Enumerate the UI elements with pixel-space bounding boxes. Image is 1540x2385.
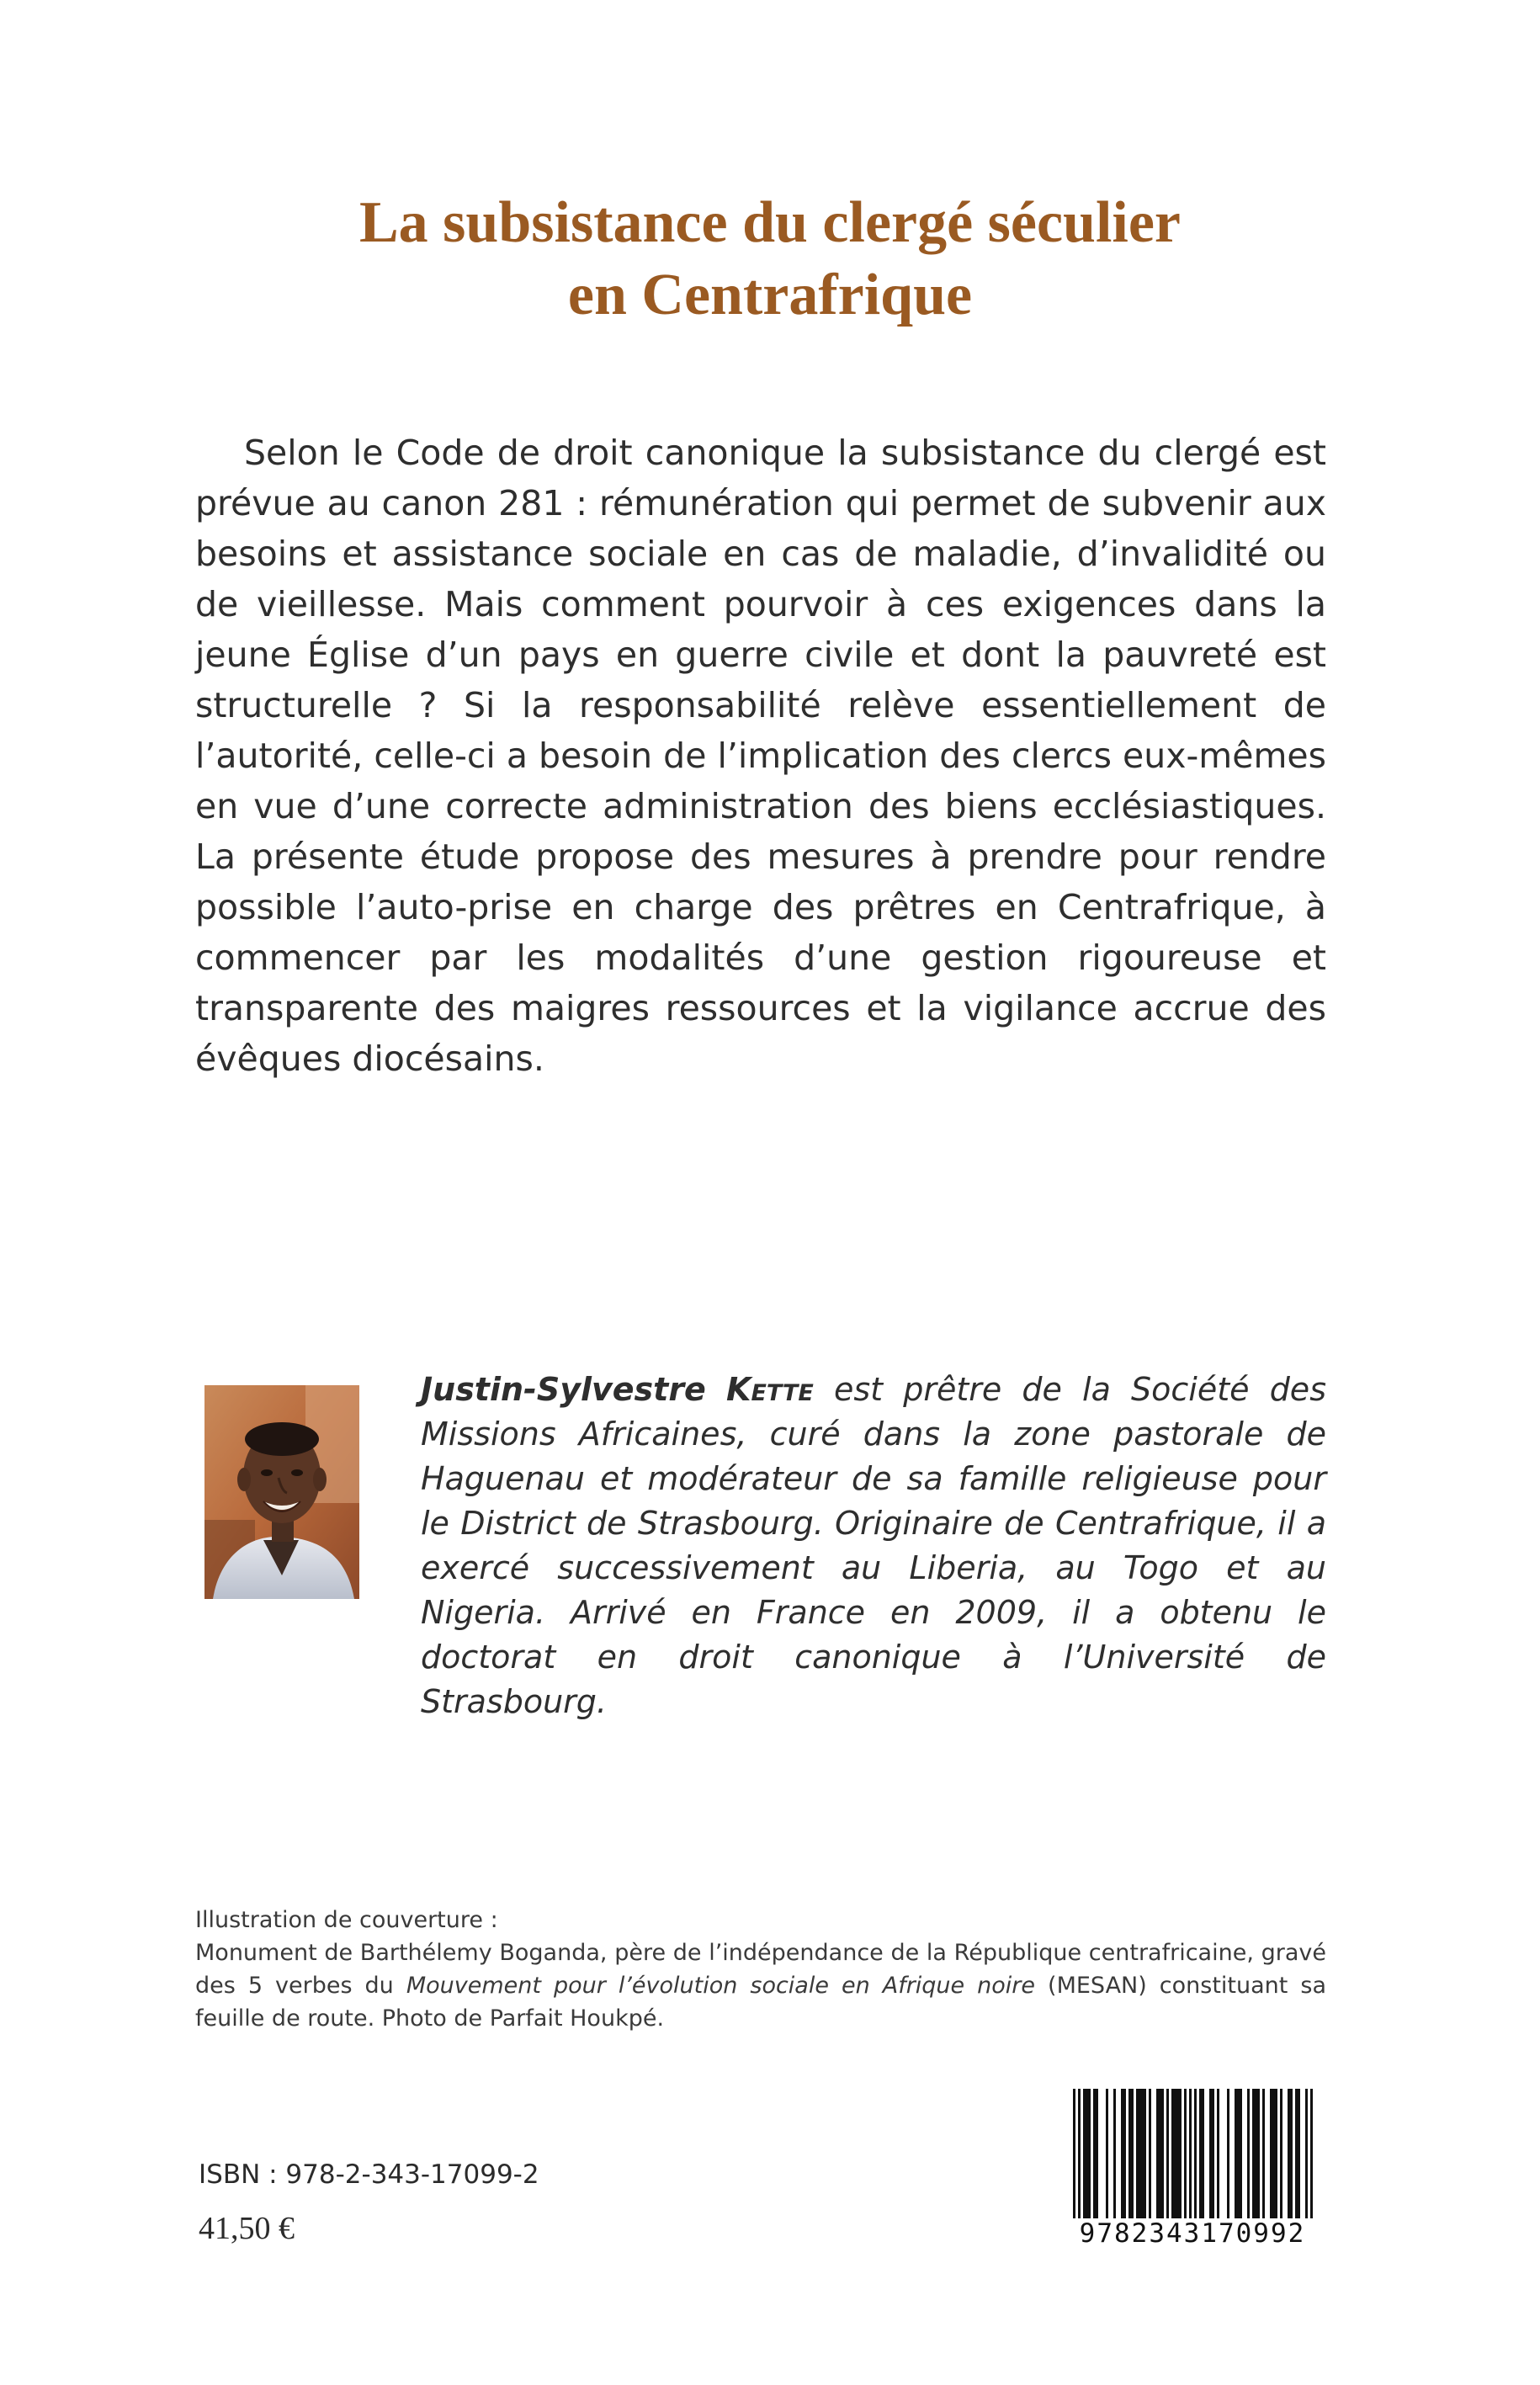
back-cover-blurb: Selon le Code de droit canonique la subsistance du clergé est prévue au canon 281 : rémunération qui permet de subvenir aux besoins et assistance sociale en cas de maladie, d’invalidité ou de vieillesse. Mais comment pourvoir à ces exigences dans la jeune Église d’un pays en guerre civile et dont la pauvreté est structurelle ? Si la responsabilité relève essentiellement de l’autorité, celle-ci a besoin de l’implication des clercs eux-mêmes en vue d’une correcte administration des biens ecclésiastiques. La présente étude propose des mesures à prendre pour rendre possible l’auto-prise en charge des prêtres en Centrafrique, à commencer par les modalités d’une gestion rigoureuse et transparente des maigres ressources et la vigilance accrue des évêques diocésains.: [195, 433, 1326, 1079]
barcode-bar: [1179, 2089, 1182, 2222]
barcode-bar: [1159, 2089, 1161, 2222]
barcode-bar: [1199, 2089, 1202, 2222]
barcode-bar: [1096, 2089, 1098, 2222]
barcode-bar: [1270, 2089, 1272, 2222]
barcode-bar: [1262, 2089, 1265, 2222]
barcode-bar: [1217, 2089, 1219, 2222]
barcode-bar: [1280, 2089, 1282, 2222]
author-first-name: Justin-Sylvestre: [421, 1371, 706, 1408]
barcode-bar: [1149, 2089, 1151, 2222]
barcode-bar: [1298, 2089, 1300, 2222]
book-title: [0, 187, 1540, 332]
barcode-bar: [1252, 2089, 1255, 2222]
barcode-bar: [1161, 2089, 1164, 2222]
barcode-bar: [1106, 2089, 1108, 2222]
barcode-bar: [1078, 2089, 1081, 2222]
barcode-bar: [1073, 2089, 1075, 2222]
barcode: [1059, 2084, 1326, 2262]
barcode-bar: [1212, 2089, 1214, 2222]
barcode-bar: [1176, 2089, 1179, 2222]
barcode-bar: [1235, 2089, 1237, 2222]
cover-illustration-credits: [195, 1904, 1326, 2035]
barcode-bar: [1209, 2089, 1212, 2222]
barcode-bar: [1305, 2089, 1308, 2222]
barcode-bar: [1237, 2089, 1240, 2222]
barcode-bar: [1257, 2089, 1260, 2222]
barcode-bar: [1156, 2089, 1159, 2222]
barcode-bar: [1088, 2089, 1091, 2222]
barcode-bar: [1202, 2089, 1204, 2222]
barcode-bar: [1288, 2089, 1290, 2222]
barcode-bar: [1171, 2089, 1174, 2222]
barcode-bar: [1113, 2089, 1116, 2222]
price: 41,50 €: [199, 2211, 295, 2246]
barcode-digits: 9782343170992: [1059, 2218, 1326, 2249]
barcode-bar: [1131, 2089, 1134, 2222]
barcode-bar: [1174, 2089, 1176, 2222]
barcode-bar: [1121, 2089, 1123, 2222]
barcode-bar: [1255, 2089, 1257, 2222]
barcode-bar: [1136, 2089, 1139, 2222]
credits-heading: Illustration de couverture :: [195, 1907, 498, 1933]
barcode-bar: [1290, 2089, 1293, 2222]
barcode-bar: [1128, 2089, 1131, 2222]
credits-text-before: Monument de Barthélemy Boganda, père de l’indépendance de la République centrafricaine, gravé des 5 verbes du: [195, 1940, 1326, 1999]
credits-body: [195, 1936, 1326, 2035]
author-photo: [204, 1385, 359, 1599]
barcode-bar: [1141, 2089, 1144, 2222]
author-bio-text: est prêtre de la Société des Missions Africaines, curé dans la zone pastorale de Haguenau et modérateur de sa famille religieuse pour le District de Strasbourg. Originaire de Centrafrique, il a exercé successivement au Liberia, au Togo et au Nigeria. Arrivé en France en 2009, il a obtenu le doctorat en droit canonique à l’Université de Strasbourg.: [421, 1371, 1326, 1720]
barcode-bar: [1189, 2089, 1192, 2222]
barcode-bar: [1086, 2089, 1088, 2222]
credits-text-italic: Mouvement pour l’évolution sociale en Afrique noire: [406, 1973, 1036, 1999]
barcode-bar: [1247, 2089, 1250, 2222]
barcode-bar: [1139, 2089, 1141, 2222]
barcode-bar: [1272, 2089, 1275, 2222]
isbn: ISBN : 978-2-343-17099-2: [199, 2159, 539, 2190]
barcode-bar: [1093, 2089, 1096, 2222]
barcode-bar: [1227, 2089, 1229, 2222]
barcode-bar: [1275, 2089, 1277, 2222]
barcode-bar: [1166, 2089, 1169, 2222]
barcode-bar: [1144, 2089, 1146, 2222]
barcode-bar: [1194, 2089, 1197, 2222]
barcode-bar: [1184, 2089, 1187, 2222]
barcode-bar: [1240, 2089, 1242, 2222]
author-biography: [421, 1368, 1326, 1724]
author-last-name: Kette: [726, 1371, 814, 1408]
barcode-bar: [1310, 2089, 1313, 2222]
credits-text-after: (MESAN) constituant sa feuille de route. Photo de Parfait Houkpé.: [195, 1973, 1326, 2032]
book-title-line-2: en Centrafrique: [567, 263, 973, 327]
book-title-line-1: La subsistance du clergé séculier: [358, 190, 1182, 255]
barcode-bar: [1083, 2089, 1086, 2222]
barcode-bar: [1123, 2089, 1126, 2222]
barcode-bar: [1295, 2089, 1298, 2222]
